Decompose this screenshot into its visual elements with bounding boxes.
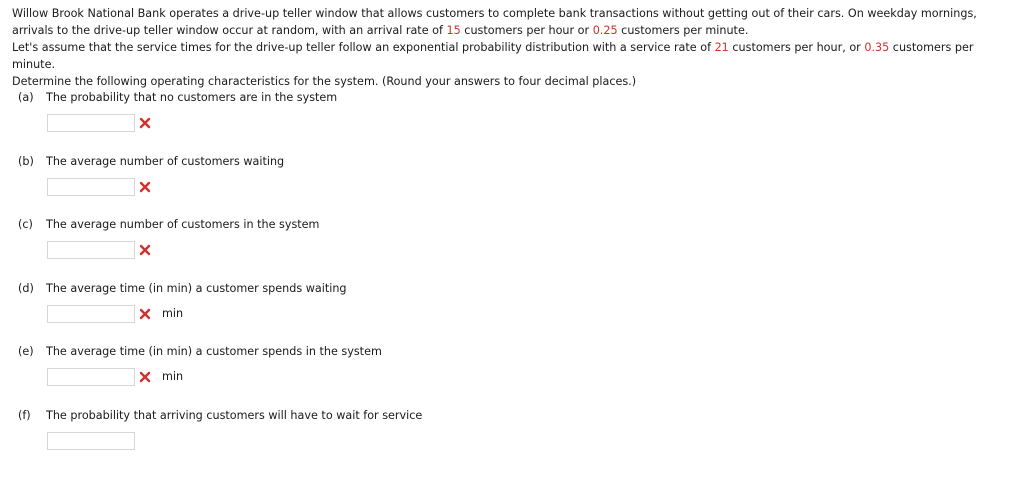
answer-input-f[interactable] [47, 432, 135, 450]
instructions-text: Determine the following operating characteristics for the system. (Round your answers to four decimal places.) [12, 75, 637, 88]
problem-container [12, 5, 1014, 471]
answer-input-e[interactable] [47, 368, 135, 386]
incorrect-x-icon [139, 117, 151, 129]
question-f [12, 408, 1014, 472]
question-b [12, 154, 1014, 218]
unit-label: min [162, 370, 184, 383]
answer-row-b [47, 178, 151, 196]
question-e-prompt [18, 344, 382, 360]
incorrect-x-icon [139, 244, 151, 256]
question-letter: (c) [18, 218, 33, 231]
question-text: The probability that arriving customers will have to wait for service [46, 408, 423, 422]
service-text: Let's assume that the service times for the drive-up teller follow an exponential probability distribution with a service rate of [12, 41, 715, 54]
answer-input-a[interactable] [47, 114, 135, 132]
question-text: The average time (in min) a customer spends in the system [46, 345, 382, 358]
question-text: The probability that no customers are in the system [46, 91, 338, 104]
question-d [12, 281, 1014, 345]
question-letter: (e) [18, 345, 34, 358]
answer-input-d[interactable] [47, 305, 135, 323]
question-text: The average number of customers waiting [46, 154, 285, 168]
answer-row-d [47, 305, 183, 323]
arrival-rate-hour: 15 [446, 24, 461, 37]
question-letter: (a) [18, 91, 34, 104]
intro-text: customers per minute. [617, 24, 749, 37]
question-letter: (f) [18, 408, 31, 422]
service-text: customers per minute. [12, 41, 974, 71]
arrival-rate-minute: 0.25 [592, 24, 618, 37]
unit-label: min [162, 306, 184, 320]
service-rate-minute: 0.35 [864, 41, 890, 54]
question-a-prompt [18, 90, 337, 106]
incorrect-x-icon [139, 371, 151, 383]
question-c [12, 217, 1014, 281]
answer-input-b[interactable] [47, 178, 135, 196]
answer-row-c [47, 241, 151, 259]
service-text: customers per hour, or [728, 41, 865, 54]
question-e [12, 344, 1014, 408]
intro-text: Willow Brook National Bank operates a drive-up teller window that allows customers to complete bank transactions without getting out of their cars. On weekday mornings, arrivals to the drive-up teller window occur at random, with an arrival rate of [12, 7, 977, 37]
intro-text: customers per hour or [460, 24, 593, 37]
answer-row-e [47, 368, 183, 386]
question-text: The average number of customers in the system [46, 218, 320, 231]
incorrect-x-icon [139, 181, 151, 193]
answer-input-c[interactable] [47, 241, 135, 259]
question-letter: (d) [18, 281, 34, 295]
answer-row-f [47, 432, 135, 450]
answer-row-a [47, 114, 151, 132]
question-letter: (b) [18, 154, 34, 168]
service-rate-hour: 21 [714, 41, 729, 54]
question-f-prompt [18, 408, 422, 424]
question-a [12, 90, 1014, 154]
question-c-prompt [18, 217, 319, 233]
problem-intro-paragraph [12, 5, 1014, 39]
service-rate-paragraph [12, 39, 1014, 73]
question-d-prompt [18, 281, 347, 297]
question-b-prompt [18, 154, 284, 170]
incorrect-x-icon [139, 308, 151, 320]
question-text: The average time (in min) a customer spends waiting [46, 281, 347, 295]
